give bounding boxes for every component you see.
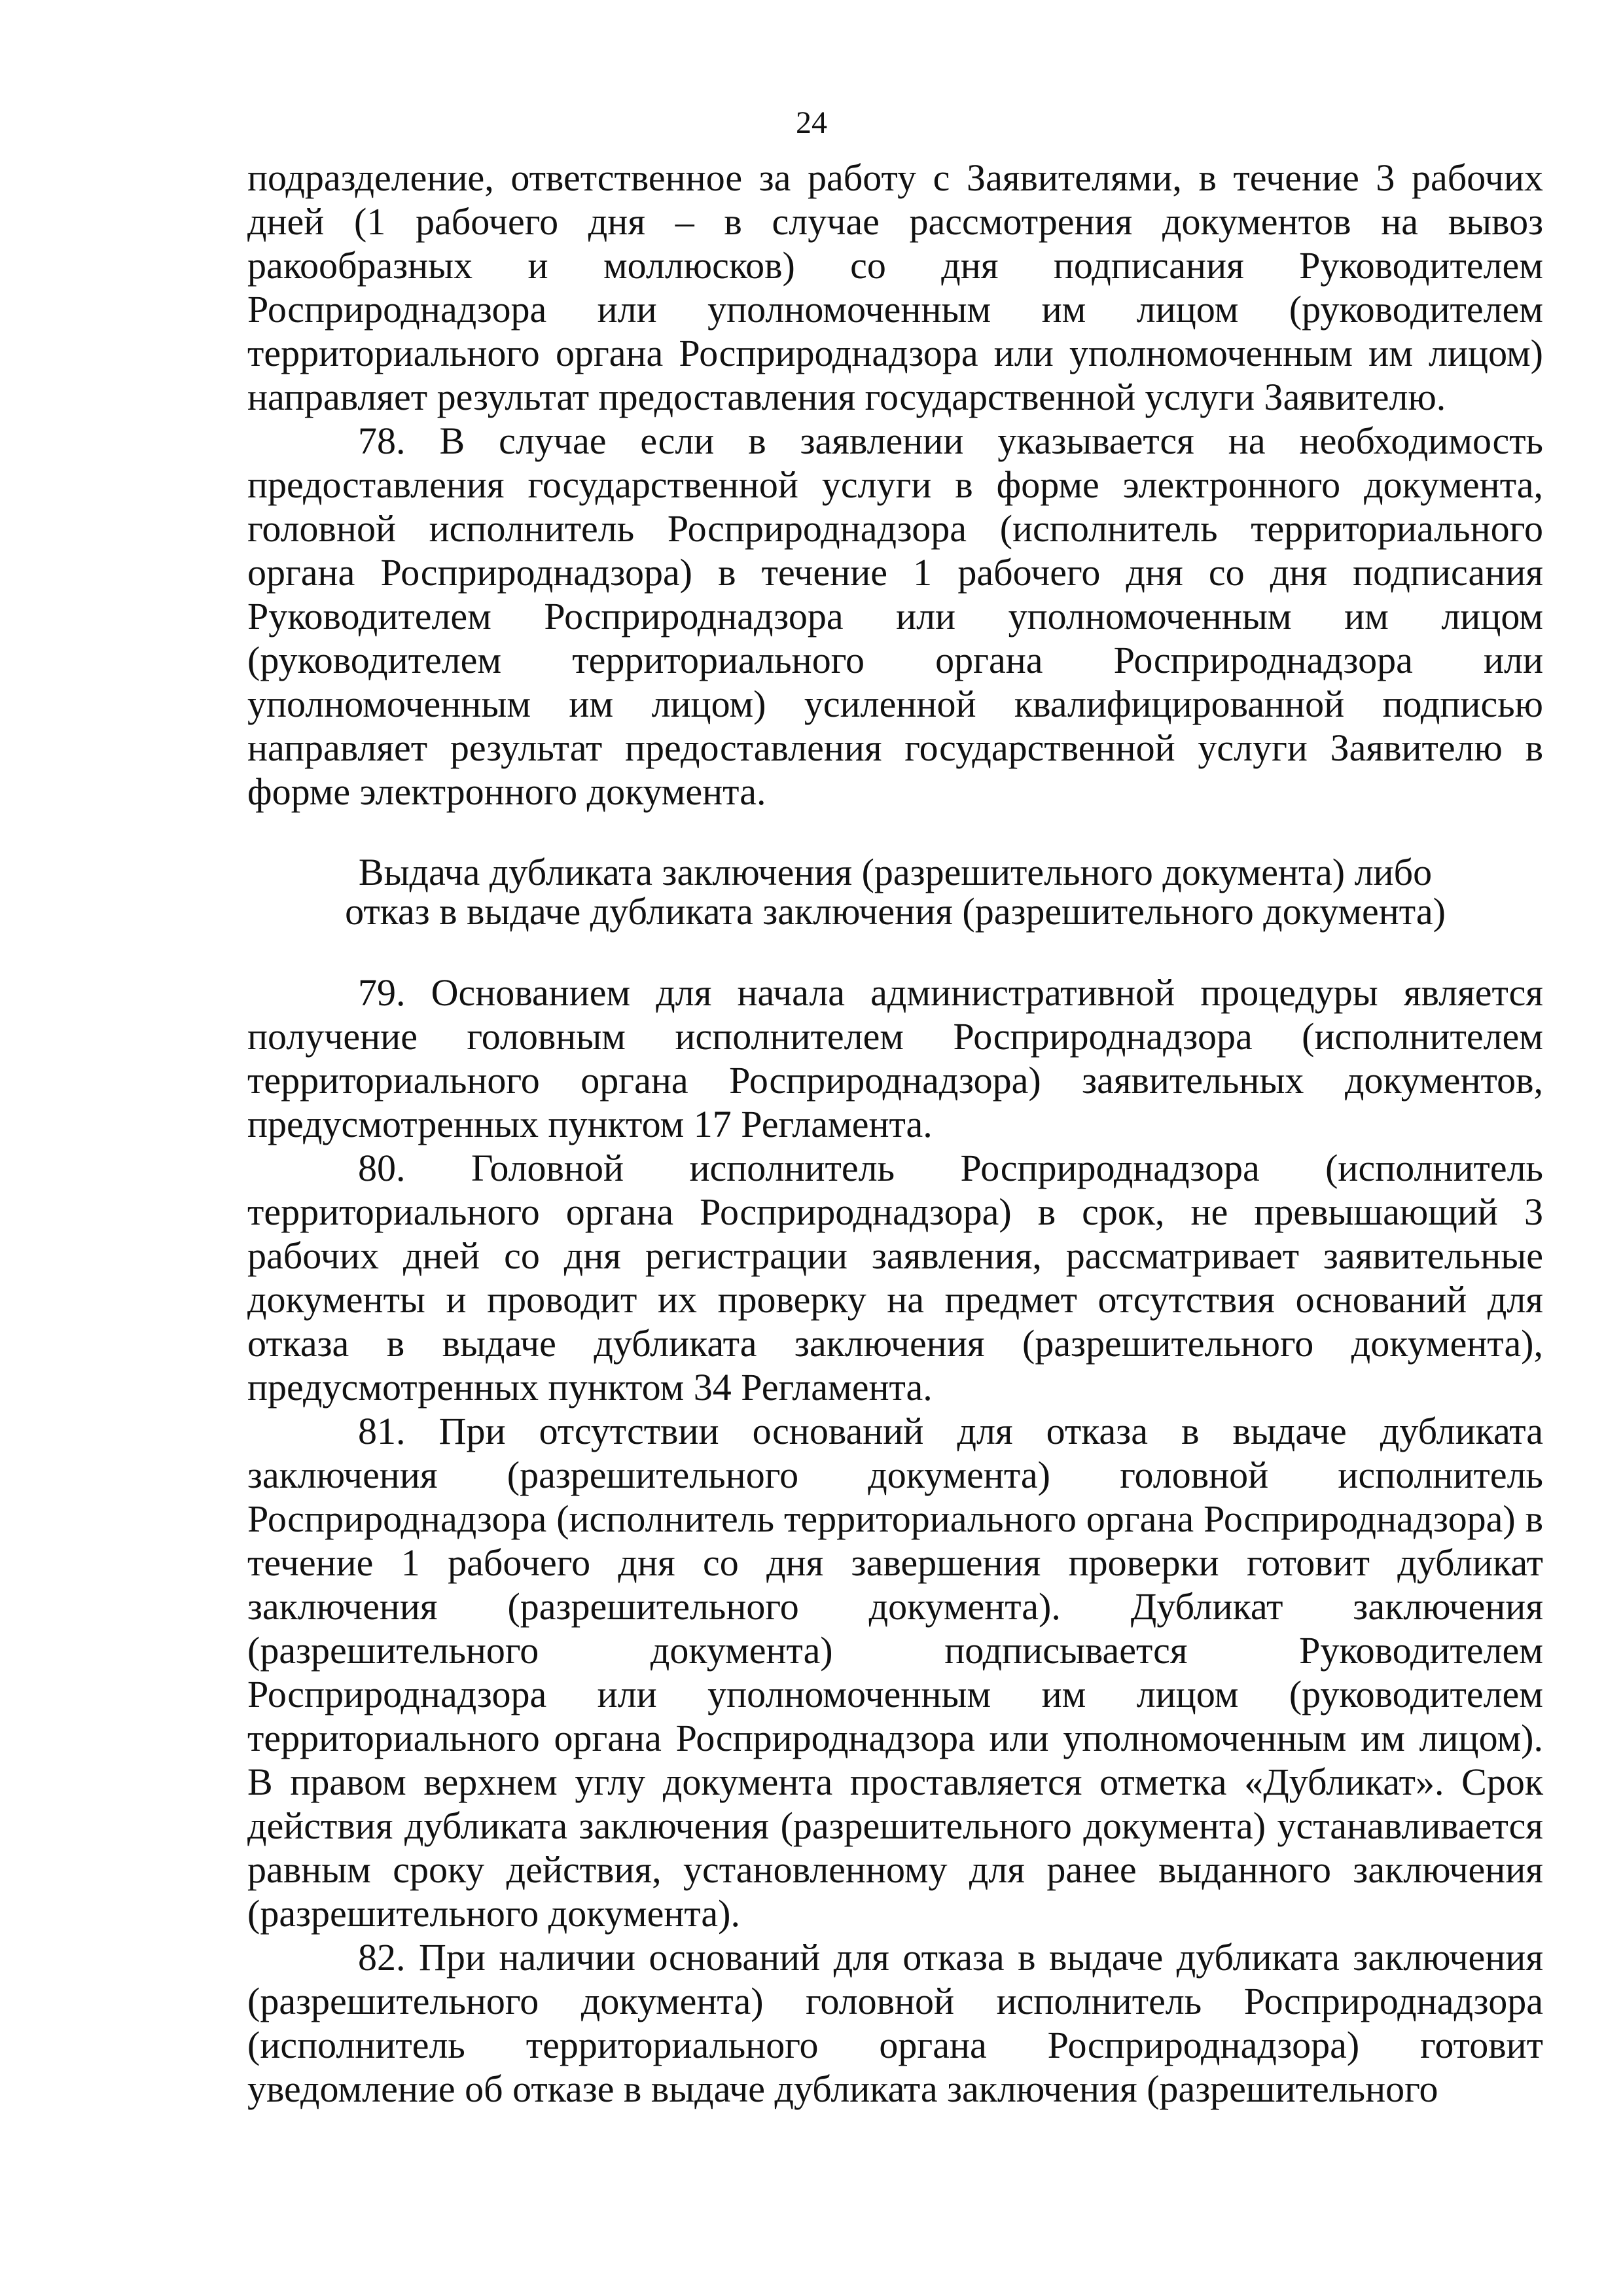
paragraph-continuation: подразделение, ответственное за работу с Заявителями, в течение 3 рабочих дней (1 рабочего дня – в случае рассмотрения документов на вывоз ракообразных и моллюсков) со дня подписания Руководителем Росприроднадзора или уполномоченным им лицом (руководителем территориального органа Росприроднадзора или уполномоченным им лицом) направляет результат предоставления государственной услуги Заявителю. [247, 156, 1543, 418]
page-number: 24 [796, 105, 827, 140]
document-body [247, 156, 1543, 2111]
paragraph-82: 82. При наличии оснований для отказа в выдаче дубликата заключения (разрешительного документа) головной исполнитель Росприроднадзора (исполнитель территориального органа Росприроднадзора) готовит уведомление об отказе в выдаче дубликата заключения (разрешительного [247, 1936, 1543, 2110]
paragraph-78: 78. В случае если в заявлении указывается на необходимость предоставления государственной услуги в форме электронного документа, головной исполнитель Росприроднадзора (исполнитель территориального органа Росприроднадзора) в течение 1 рабочего дня со дня подписания Руководителем Росприроднадзора или уполномоченным им лицом (руководителем территориального органа Росприроднадзора или уполномоченным им лицом) усиленной квалифицированной подписью направляет результат предоставления государственной услуги Заявителю в форме электронного документа. [247, 420, 1543, 813]
paragraph-81: 81. При отсутствии оснований для отказа в выдаче дубликата заключения (разрешительного документа) головной исполнитель Росприроднадзора (исполнитель территориального органа Росприроднадзора) в течение 1 рабочего дня со дня завершения проверки готовит дубликат заключения (разрешительного документа). Дубликат заключения (разрешительного документа) подписывается Руководителем Росприроднадзора или уполномоченным им лицом (руководителем территориального органа Росприроднадзора или уполномоченным им лицом). В правом верхнем углу документа проставляется отметка «Дубликат». Срок действия дубликата заключения (разрешительного документа) устанавливается равным сроку действия, установленному для ранее выданного заключения (разрешительного документа). [247, 1410, 1543, 1935]
section-heading-line-1: Выдача дубликата заключения (разрешительного документа) либо [358, 851, 1433, 893]
section-heading-line-2: отказ в выдаче дубликата заключения (разрешительного документа) [345, 890, 1446, 933]
paragraph-80: 80. Головной исполнитель Росприроднадзора (исполнитель территориального органа Росприроднадзора) в срок, не превышающий 3 рабочих дней со дня регистрации заявления, рассматривает заявительные документы и проводит их проверку на предмет отсутствия оснований для отказа в выдаче дубликата заключения (разрешительного документа), предусмотренных пунктом 34 Регламента. [247, 1147, 1543, 1408]
paragraph-79: 79. Основанием для начала административной процедуры является получение головным исполнителем Росприроднадзора (исполнителем территориального органа Росприроднадзора) заявительных документов, предусмотренных пунктом 17 Регламента. [247, 971, 1543, 1145]
section-heading [247, 853, 1543, 931]
